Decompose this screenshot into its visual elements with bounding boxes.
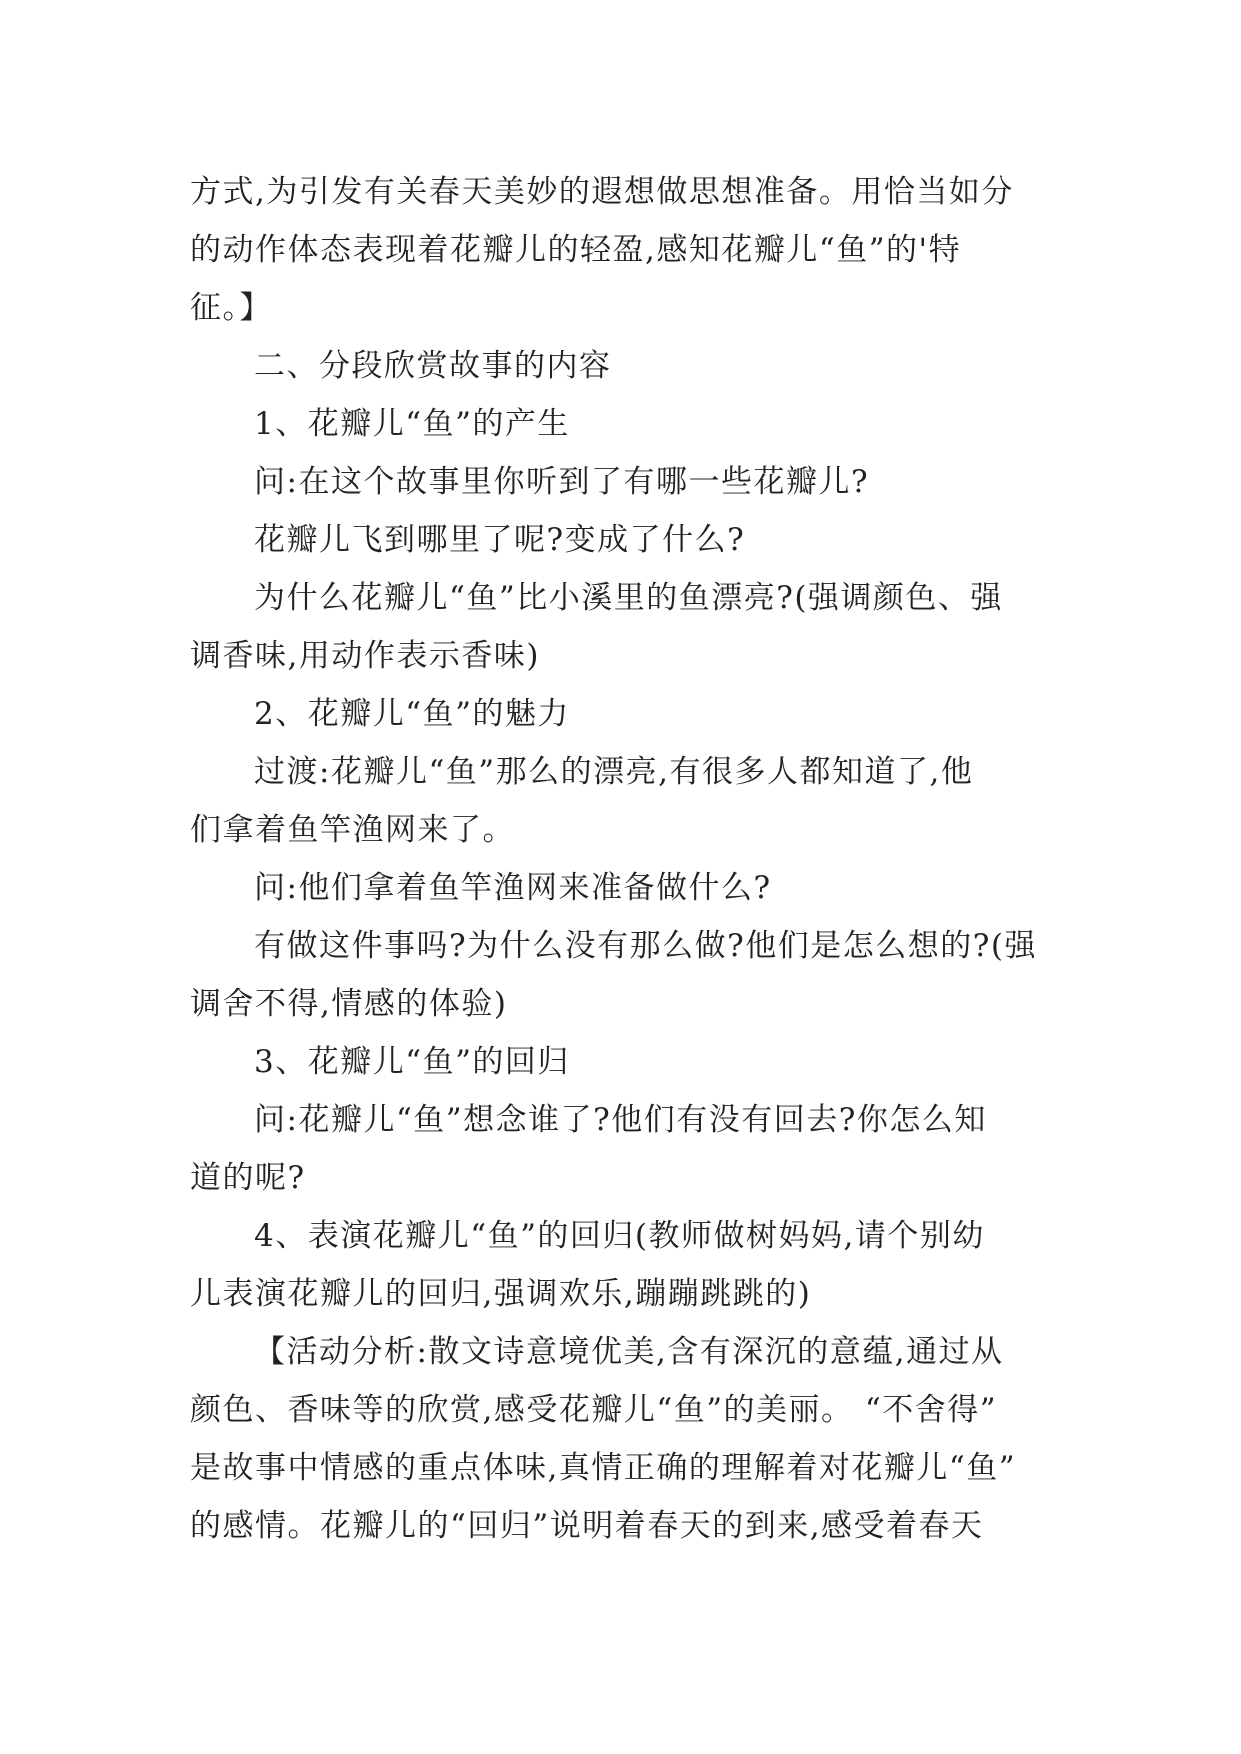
subsection-heading: 4、表演花瓣儿“鱼”的回归(教师做树妈妈,请个别幼 (254, 1218, 985, 1254)
text-line: 为什么花瓣儿“鱼”比小溪里的鱼漂亮?(强调颜色、强 (254, 580, 1003, 616)
text-line: 问:在这个故事里你听到了有哪一些花瓣儿? (254, 464, 870, 500)
text-line: 有做这件事吗?为什么没有那么做?他们是怎么想的?(强 (254, 928, 1037, 964)
text-line: 方式,为引发有关春天美妙的遐想做思想准备。用恰当如分 (190, 174, 1014, 210)
text-line: 调舍不得,情感的体验) (190, 986, 508, 1022)
subsection-heading: 1、花瓣儿“鱼”的产生 (254, 406, 570, 442)
text-line: 征。】 (190, 290, 272, 326)
analysis-paragraph: 【活动分析:散文诗意境优美,含有深沉的意蕴,通过从 (254, 1334, 1004, 1370)
text-line: 问:他们拿着鱼竿渔网来准备做什么? (254, 870, 772, 906)
text-line: 的感情。花瓣儿的“回归”说明着春天的到来,感受着春天 (190, 1508, 984, 1544)
text-line: 的动作体态表现着花瓣儿的轻盈,感知花瓣儿“鱼”的'特 (190, 232, 962, 268)
text-line: 是故事中情感的重点体味,真情正确的理解着对花瓣儿“鱼” (190, 1450, 1017, 1486)
subsection-heading: 2、花瓣儿“鱼”的魅力 (254, 696, 570, 732)
text-line: 花瓣儿飞到哪里了呢?变成了什么? (254, 522, 746, 558)
subsection-heading: 3、花瓣儿“鱼”的回归 (254, 1044, 570, 1080)
document-body (190, 163, 1058, 1555)
text-line: 们拿着鱼竿渔网来了。 (190, 812, 515, 848)
section-heading: 二、分段欣赏故事的内容 (254, 348, 612, 384)
text-line: 儿表演花瓣儿的回归,强调欢乐,蹦蹦跳跳的) (190, 1276, 812, 1312)
text-line: 过渡:花瓣儿“鱼”那么的漂亮,有很多人都知道了,他 (254, 754, 974, 790)
text-line: 问:花瓣儿“鱼”想念谁了?他们有没有回去?你怎么知 (254, 1102, 987, 1138)
text-line: 颜色、香味等的欣赏,感受花瓣儿“鱼”的美丽。 “不舍得” (190, 1392, 998, 1428)
text-line: 道的呢? (190, 1160, 306, 1196)
text-line: 调香味,用动作表示香味) (190, 638, 540, 674)
